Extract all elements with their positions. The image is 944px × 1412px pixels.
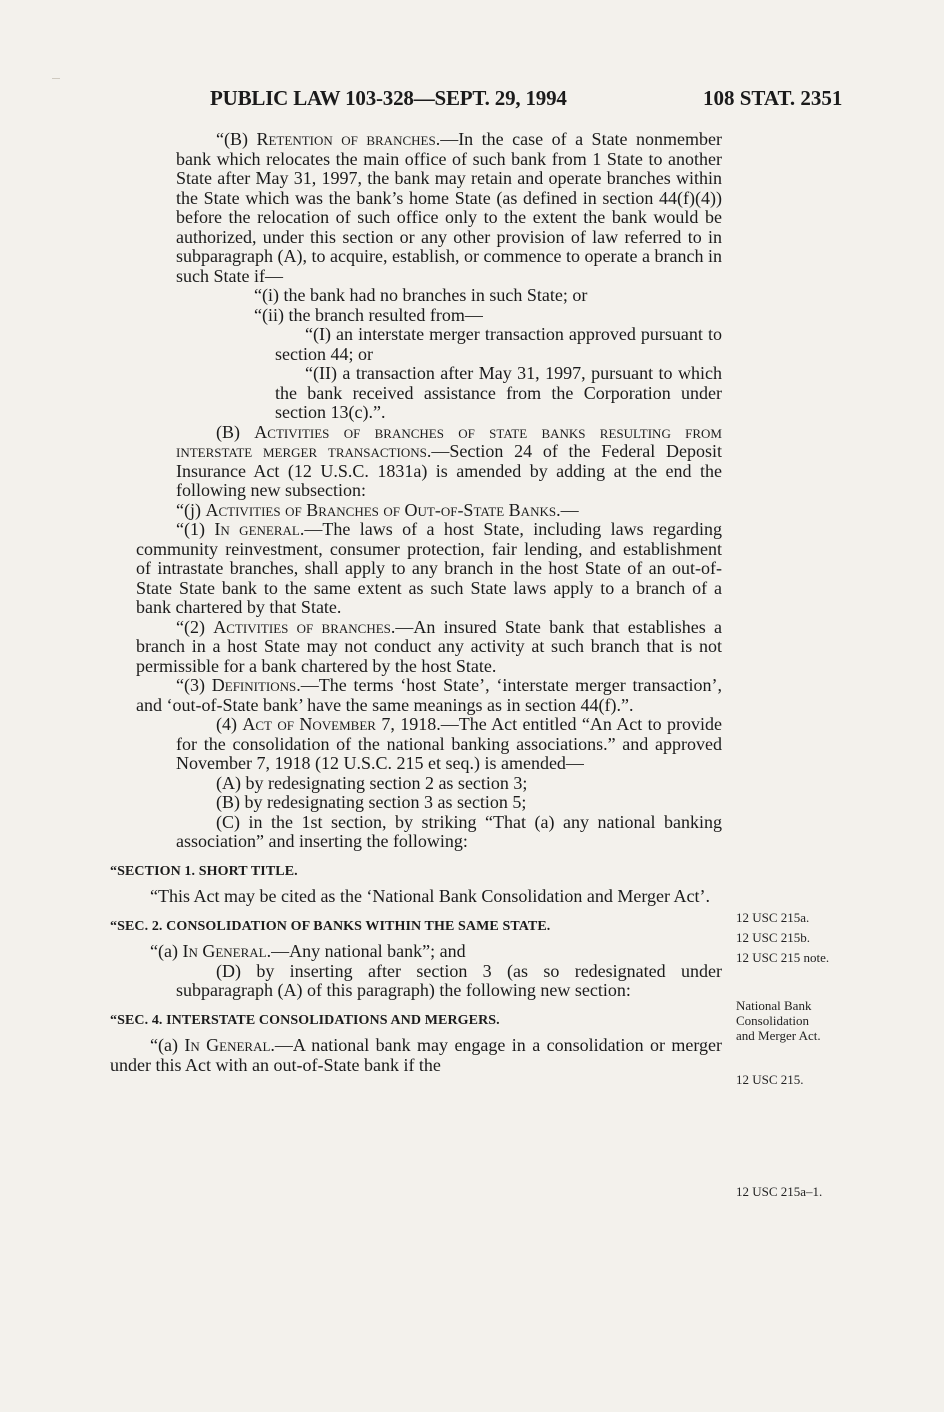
- paragraph-text: .—The Act entitled “An Act to provide for the consolidation of the national banking associations.” and approved November 7, 1918 (12 U.S.C. 215 et seq.) is amended—: [176, 714, 722, 773]
- paragraph-heading: Definitions: [211, 675, 297, 695]
- paragraph-label: “(B): [216, 129, 257, 149]
- margin-note-short-title: [736, 998, 876, 1043]
- margin-note-215a: 12 USC 215a.: [736, 910, 810, 925]
- paragraph-heading: In general: [214, 519, 300, 539]
- subparagraph-A: (A) by redesignating section 2 as section 3;: [216, 772, 528, 793]
- paragraph-retention-of-branches: [110, 130, 722, 286]
- section-2a: [110, 942, 722, 962]
- margin-note-line: and Merger Act.: [736, 1028, 821, 1043]
- paragraph-heading: In General: [182, 941, 267, 961]
- paragraph-label: “(a): [150, 941, 183, 961]
- paragraph-label: “(j): [176, 499, 206, 520]
- margin-note-215b: 12 USC 215b.: [736, 930, 811, 945]
- paragraph-text: .—A national bank may engage in a consolidation or merger under this Act with an out-of-State bank if the: [110, 1035, 722, 1075]
- paragraph-text: .—The terms ‘host State’, ‘interstate merger transaction’, and ‘out-of-State bank’ have the same meanings as in section 44(f).”.: [136, 675, 722, 715]
- clause-i: “(i) the bank had no branches in such State; or: [254, 285, 588, 305]
- margin-note-215-note: 12 USC 215 note.: [736, 950, 830, 965]
- paragraph-j1: [110, 520, 722, 618]
- subclause-II: “(II) a transaction after May 31, 1997, pursuant to which the bank received assistance from the Corporation under section 13(c).”.: [275, 363, 722, 422]
- paragraph-heading: Act of November 7, 1918: [242, 714, 437, 734]
- paragraph-label: “(a): [150, 1035, 185, 1055]
- margin-note-line: National Bank: [736, 998, 812, 1013]
- paragraph-label: (B): [216, 421, 255, 442]
- section-4-heading: “SEC. 4. INTERSTATE CONSOLIDATIONS AND MERGERS.: [110, 1012, 500, 1028]
- paragraph-label: (4): [216, 714, 243, 734]
- paragraph-text: .—In the case of a State nonmember bank which relocates the main office of such bank from 1 State to another State after May 31, 1997, the bank may retain and operate branches within the State which was the bank’s home State (as defined in section 44(f)(4)) before the relocation of such office only to the extent the bank would be authorized, under this section or any other provision of law referred to in subparagraph (A), to acquire, establish, or commence to operate a branch in such State if—: [176, 129, 723, 286]
- paragraph-heading: Activities of branches: [213, 616, 391, 637]
- paragraph-heading: Retention of branches: [256, 129, 436, 149]
- paragraph-text: .—Any national bank”; and: [266, 941, 466, 961]
- section-1-heading: “SECTION 1. SHORT TITLE.: [110, 863, 298, 879]
- margin-note-215a-1: 12 USC 215a–1.: [736, 1184, 823, 1199]
- subparagraph-C: (C) in the 1st section, by striking “That (a) any national banking association” and inserting the following:: [176, 811, 722, 851]
- statute-page-number: 108 STAT. 2351: [703, 86, 843, 110]
- paragraph-j3: [110, 676, 722, 715]
- paragraph-text: .—An insured State bank that establishes a branch in a host State may not conduct any activity at such branch that is not permissible for a bank chartered by the host State.: [136, 616, 722, 676]
- paragraph-label: “(1): [176, 519, 215, 539]
- paragraph-text: .—: [556, 499, 579, 520]
- paragraph-label: “(3): [176, 675, 212, 695]
- paragraph-text: .—Section 24 of the Federal Deposit Insurance Act (12 U.S.C. 1831a) is amended by adding at the end the following new subsection:: [176, 441, 722, 500]
- body-text: [110, 130, 722, 1075]
- margin-note-line: Consolidation: [736, 1013, 809, 1028]
- subparagraph-D: (D) by inserting after section 3 (as so redesignated under subparagraph (A) of this paragraph) the following new section:: [176, 960, 722, 1000]
- paragraph-activities-state-banks: [110, 423, 722, 501]
- section-2-heading: “SEC. 2. CONSOLIDATION OF BANKS WITHIN THE SAME STATE.: [110, 918, 551, 934]
- paragraph-heading: Activities of Branches of Out-of-State Banks: [205, 499, 557, 520]
- section-1-text: “This Act may be cited as the ‘National Bank Consolidation and Merger Act’.: [150, 886, 711, 906]
- paragraph-heading: In General: [184, 1035, 271, 1055]
- scan-speck: [52, 78, 60, 79]
- subclause-I: “(I) an interstate merger transaction approved pursuant to section 44; or: [275, 324, 722, 364]
- paragraph-label: “(2): [176, 616, 214, 637]
- subsection-j: [110, 501, 722, 521]
- subparagraph-B: (B) by redesignating section 3 as section 5;: [216, 792, 527, 812]
- running-header-title: PUBLIC LAW 103-328—SEPT. 29, 1994: [210, 86, 567, 110]
- paragraph-j2: [110, 618, 722, 677]
- paragraph-text: .—The laws of a host State, including laws regarding community reinvestment, consumer protection, fair lending, and establishment of intrastate branches, shall apply to any branch in the host State of an out-of-State State bank to the same extent as such State laws apply to a branch of a bank chartered by that State.: [136, 519, 722, 617]
- section-4a: [110, 1036, 722, 1075]
- paragraph-4: [110, 715, 722, 774]
- paragraph-heading: Activities of branches of state banks resulting from interstate merger transactions: [176, 421, 722, 461]
- clause-ii: “(ii) the branch resulted from—: [254, 304, 483, 325]
- margin-note-215: 12 USC 215.: [736, 1072, 804, 1087]
